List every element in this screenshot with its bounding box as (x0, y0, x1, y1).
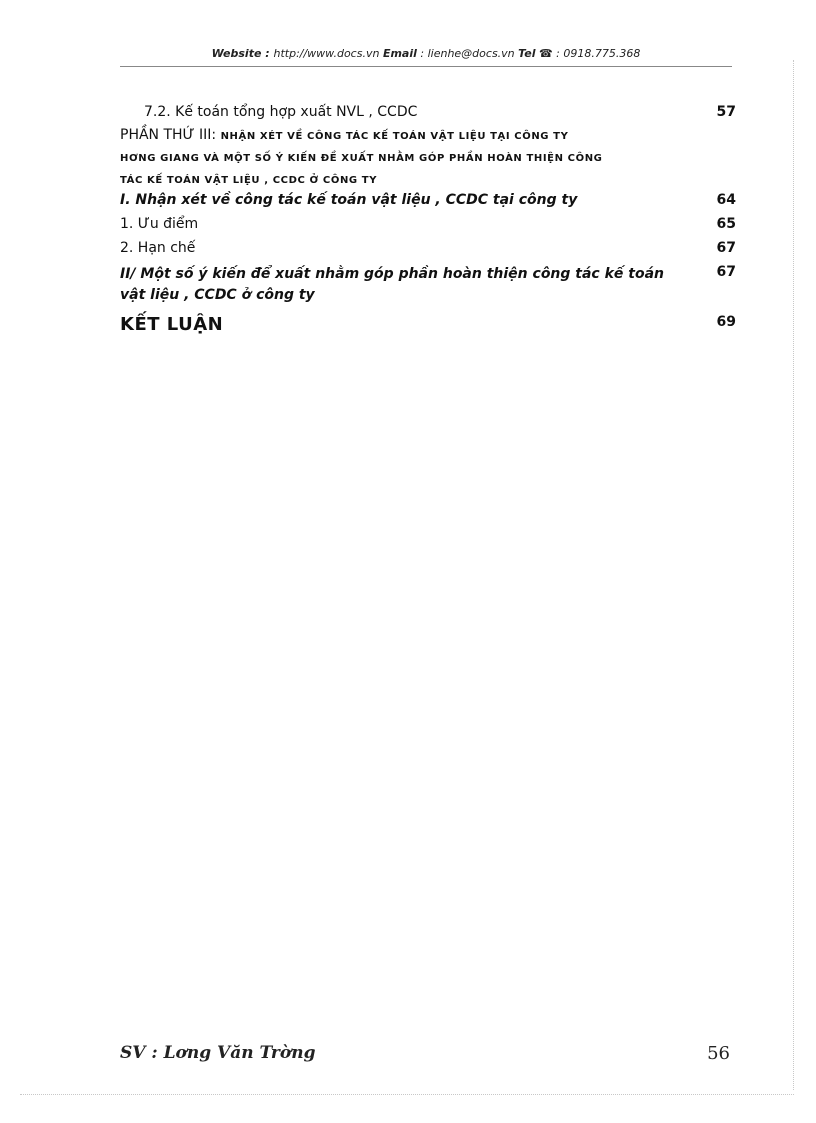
toc-entry-ii[interactable] (120, 264, 736, 306)
toc-entry-title: 2. Hạn chế (120, 240, 196, 256)
website-link[interactable]: http://www.docs.vn (273, 47, 380, 60)
tel-value: 0918.775.368 (563, 47, 641, 60)
toc-entry-title (120, 264, 706, 306)
part3-line2: HƠNG GIANG VÀ MỘT SỐ Ý KIẾN ĐỀ XUẤT NHẰM GÓP PHẦN HOÀN THIỆN CÔNG (120, 153, 603, 164)
toc-entry-conclusion[interactable] (120, 314, 736, 335)
toc-entry-part3[interactable] (120, 124, 736, 192)
footer-author: SV : Lơng Văn Trờng (120, 1043, 316, 1063)
toc-ii-line2: vật liệu , CCDC ở công ty (120, 287, 315, 303)
toc-entry-title: 7.2. Kế toán tổng hợp xuất NVL , CCDC (144, 104, 418, 120)
toc-entry-1[interactable] (120, 216, 736, 232)
toc-entry-title: I. Nhận xét về công tác kế toán vật liệu , CCDC tại công ty (120, 192, 578, 208)
part3-line1: NHẬN XÉT VỀ CÔNG TÁC KẾ TOÁN VẬT LIỆU TẠI CÔNG TY (220, 131, 569, 142)
toc-entry-i[interactable] (120, 192, 736, 208)
header-rule (120, 66, 732, 67)
toc-ii-line1: II/ Một số ý kiến để xuất nhằm góp phần hoàn thiện công tác kế toán (120, 266, 665, 282)
toc-entry-page: 64 (716, 192, 736, 208)
toc-entry-page: 65 (716, 216, 736, 232)
email-link[interactable]: lienhe@docs.vn (427, 47, 515, 60)
email-label: Email (382, 47, 417, 60)
page-border-bottom (20, 1094, 794, 1095)
toc-entry-page: 69 (716, 314, 736, 330)
toc-part3-title (120, 124, 736, 192)
footer-page-number: 56 (707, 1043, 730, 1064)
tel-sep: : (552, 47, 564, 60)
toc-entry-page: 57 (716, 104, 736, 120)
phone-icon: ☎ (538, 47, 553, 60)
toc-entry-2[interactable] (120, 240, 736, 256)
toc-entry-title: KẾT LUẬN (120, 314, 224, 335)
website-label: Website (211, 47, 262, 60)
toc-entry-title: 1. Ưu điểm (120, 216, 199, 232)
toc-entry-page: 67 (716, 264, 736, 280)
website-sep: : (261, 47, 274, 60)
table-of-contents (120, 100, 736, 335)
tel-label: Tel (518, 47, 536, 60)
toc-entry-7-2[interactable] (120, 104, 736, 120)
email-sep: : (416, 47, 428, 60)
page-header (120, 47, 732, 60)
part3-lead: PHẦN THỨ III: (120, 127, 221, 143)
part3-line3: TÁC KẾ TOÁN VẬT LIỆU , CCDC Ở CÔNG TY (120, 175, 378, 186)
toc-entry-page: 67 (716, 240, 736, 256)
page-border-right (793, 60, 794, 1090)
